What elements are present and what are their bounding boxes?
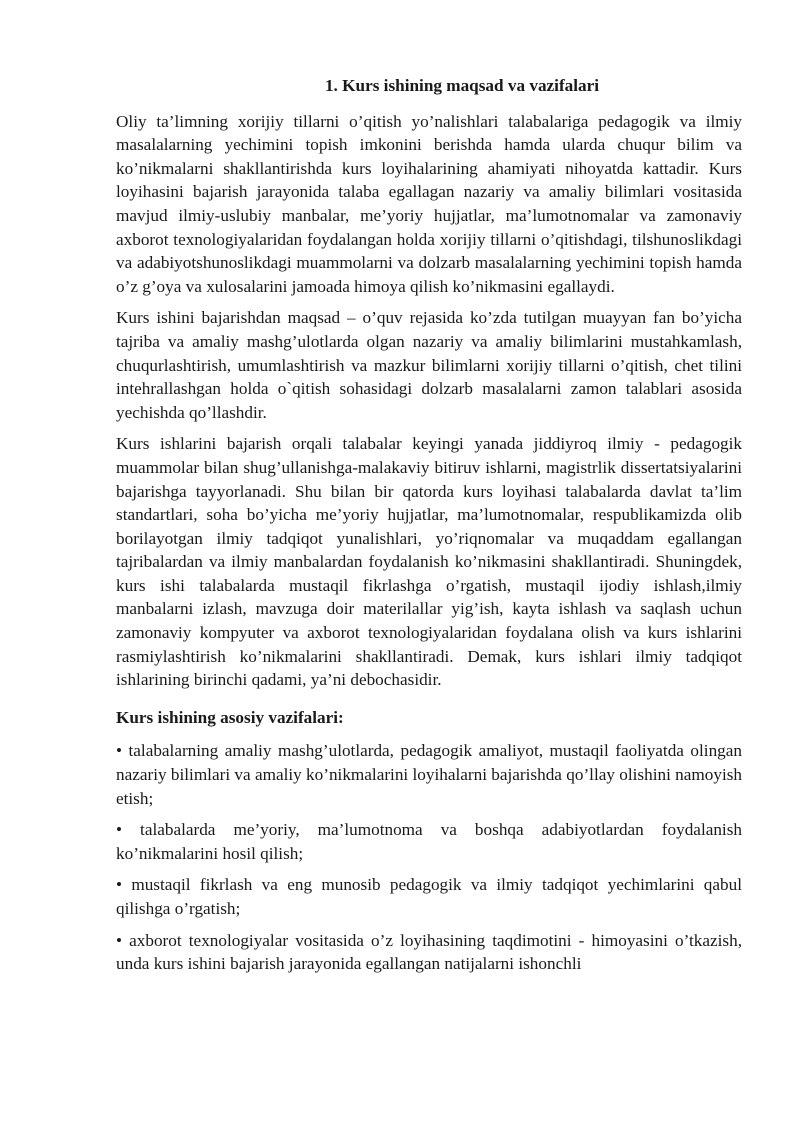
paragraph-intro: Oliy ta’limning xorijiy tillarni o’qitish yo’nalishlari talabalariga pedagogik va ilmiy masalalarning yechimini topish imkonini berishda hamda ularda chuqur bilim va ko’nikmalarni shakllantirishda kurs loyihalarining ahamiyati nihoyatda kattadir. Kurs loyihasini bajarish jarayonida talaba egallagan nazariy va amaliy bilimlari vositasida mavjud ilmiy-uslubiy manbalar, me’yoriy hujjatlar, ma’lumotnomalar va zamonaviy axborot texnologiyalaridan foydalangan holda xorijiy tillarni o’qitishdagi, tilshunoslikdagi va adabiyotshunoslikdagi muammolarni va dolzarb masalalarning yechimini topish hamda o’z g’oya va xulosalarini jamoada himoya qilish ko’nikmasini egallaydi. (116, 111, 742, 296)
task-bullet: • mustaqil fikrlash va eng munosib pedagogik va ilmiy tadqiqot yechimlarini qabul qilishga o’rgatish; (116, 875, 742, 918)
document-page (116, 74, 742, 984)
section-heading: 1. Kurs ishining maqsad va vazifalari (324, 76, 600, 95)
task-bullet: • talabalarda me’yoriy, ma’lumotnoma va boshqa adabiyotlardan foydalanish ko’nikmalarini hosil qilish; (116, 820, 742, 863)
task-bullet: • talabalarning amaliy mashg’ulotlarda, pedagogik amaliyot, mustaqil faoliyatda olingan nazariy bilimlari va amaliy ko’nikmalarini loyihalarni bajarishda qo’llay olishini namoyish etish; (116, 741, 742, 808)
paragraph-goal: Kurs ishini bajarishdan maqsad – o’quv rejasida ko’zda tutilgan muayyan fan bo’yicha tajriba va amaliy mashg’ulotlarda olgan nazariy va amaliy bilimlarini mustahkamlash, chuqurlashtirish, umumlashtirish va mazkur bilimlarni xorijiy tillarni o’qitish, chet tilini intehrallashgan holda o`qitish sohasidagi dolzarb masalalarni zamon talablari asosida yechishda qo’llashdir. (116, 308, 742, 422)
task-bullet: • axborot texnologiyalar vositasida o’z loyihasining taqdimotini - himoyasini o’tkazish, unda kurs ishini bajarish jarayonida egallangan natijalarni ishonchli (116, 930, 742, 974)
paragraph-preparation: Kurs ishlarini bajarish orqali talabalar keyingi yanada jiddiyroq ilmiy - pedagogik muammolar bilan shug’ullanishga-malakaviy bitiruv ishlarni, magistrlik dissertatsiyalarini bajarishga tayyorlanadi. Shu bilan bir qatorda kurs loyihasi talabalarda davlat ta’lim standartlari, soha bo’yicha me’yoriy hujjatlar, ma’lumotnomalar, respublikamizda olib borilayotgan ilmiy tadqiqot yunalishlari, yo’riqnomalar va muqaddam egallangan tajribalardan va ilmiy manbalardan foydalanish ko’nikmasini shakllantiradi. Shuningdek, kurs ishi talabalarda mustaqil fikrlashga o’rgatish, mustaqil ijodiy ishlash,ilmiy manbalarni izlash, mavzuga doir materilallar yig’ish, kayta ishlash va saqlash uchun zamonaviy kompyuter va axborot texnologiyalaridan foydalana olish va kurs ishlarini rasmiylashtirish ko’nikmalarini shakllantiradi. Demak, kurs ishlari ilmiy tadqiqot ishlarining birinchi qadami, ya’ni debochasidir. (116, 434, 742, 690)
tasks-subheading: Kurs ishining asosiy vazifalari: (116, 707, 344, 727)
